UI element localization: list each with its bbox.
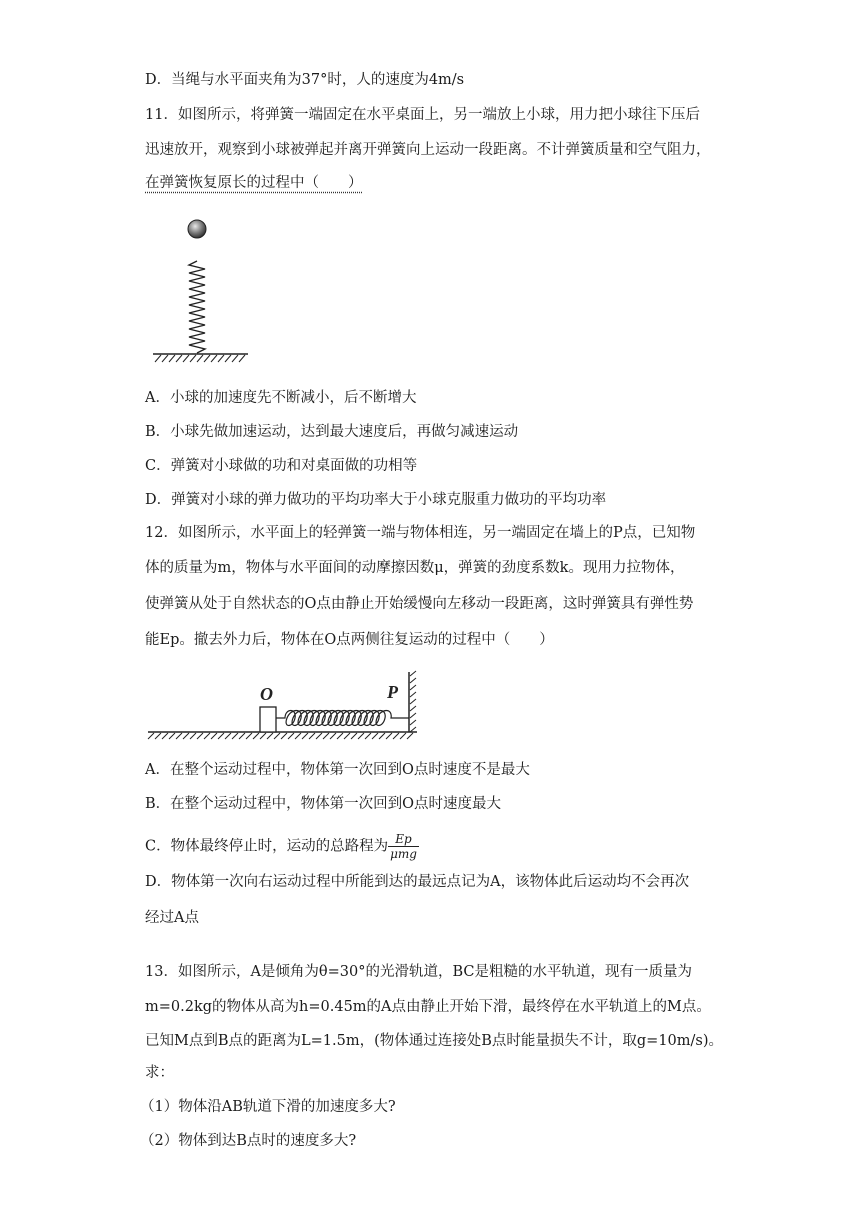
q10-option-d: D．当绳与水平面夹角为37°时，人的速度为4m/s bbox=[145, 72, 465, 88]
q12-stem-line-3: 使弹簧从处于自然状态的O点由静止开始缓慢向左移动一段距离，这时弹簧具有弹性势 bbox=[145, 596, 694, 612]
q12-stem-line-1: 12．如图所示，水平面上的轻弹簧一端与物体相连，另一端固定在墙上的P点，已知物 bbox=[145, 525, 696, 541]
q12-option-c-text: C．物体最终停止时，运动的总路程为 bbox=[145, 838, 389, 855]
q13-stem-line-4: 求： bbox=[145, 1065, 174, 1081]
q11-stem-line-2: 迅速放开，观察到小球被弹起并离开弹簧向上运动一段距离。不计弹簧质量和空气阻力， bbox=[145, 142, 711, 158]
horizontal-spring bbox=[276, 711, 409, 726]
label-p: P bbox=[387, 682, 398, 702]
q12-option-c bbox=[145, 832, 419, 861]
q11-stem-line-3: 在弹簧恢复原长的过程中（ ） bbox=[145, 175, 363, 191]
fraction-numerator: Ep bbox=[388, 832, 419, 847]
q11-option-d: D．弹簧对小球的弹力做功的平均功率大于小球克服重力做功的平均功率 bbox=[145, 492, 607, 508]
q11-option-c: C．弹簧对小球做的功和对桌面做的功相等 bbox=[145, 458, 418, 474]
horizontal-spring-figure bbox=[145, 668, 425, 743]
q13-sub-question-2: （2）物体到达B点时的速度多大? bbox=[140, 1133, 357, 1149]
spring-ball-figure bbox=[150, 215, 255, 365]
q11-stem-line-1: 11．如图所示，将弹簧一端固定在水平桌面上，另一端放上小球，用力把小球往下压后 bbox=[145, 107, 700, 123]
block bbox=[260, 707, 276, 732]
q12-option-b: B．在整个运动过程中，物体第一次回到O点时速度最大 bbox=[145, 796, 502, 812]
q12-option-a: A．在整个运动过程中，物体第一次回到O点时速度不是最大 bbox=[145, 762, 530, 778]
path-fraction bbox=[388, 832, 419, 861]
q13-sub-question-1: （1）物体沿AB轨道下滑的加速度多大? bbox=[140, 1099, 396, 1115]
q12-option-d-line-2: 经过A点 bbox=[145, 910, 199, 926]
ball bbox=[188, 220, 206, 238]
q11-option-a: A．小球的加速度先不断减小，后不断增大 bbox=[145, 390, 417, 406]
q12-option-d-line-1: D．物体第一次向右运动过程中所能到达的最远点记为A，该物体此后运动均不会再次 bbox=[145, 874, 690, 890]
q13-stem-line-1: 13．如图所示，A是倾角为θ=30°的光滑轨道，BC是粗糙的水平轨道，现有一质量为 bbox=[145, 964, 693, 980]
label-o: O bbox=[260, 684, 273, 704]
q13-stem-line-3: 已知M点到B点的距离为L=1.5m，(物体通过连接处B点时能量损失不计，取g=10m/s)。 bbox=[145, 1033, 724, 1049]
q11-option-b: B．小球先做加速运动，达到最大速度后，再做匀减速运动 bbox=[145, 424, 519, 440]
q12-stem-line-4: 能Ep。撤去外力后，物体在O点两侧往复运动的过程中（ ） bbox=[145, 632, 554, 648]
vertical-spring bbox=[189, 261, 205, 353]
q12-stem-line-2: 体的质量为m，物体与水平面间的动摩擦因数μ，弹簧的劲度系数k。现用力拉物体， bbox=[145, 560, 685, 576]
fraction-denominator: μmg bbox=[390, 847, 417, 861]
q13-stem-line-2: m=0.2kg的物体从高为h=0.45m的A点由静止开始下滑，最终停在水平轨道上的M点。 bbox=[145, 999, 711, 1015]
